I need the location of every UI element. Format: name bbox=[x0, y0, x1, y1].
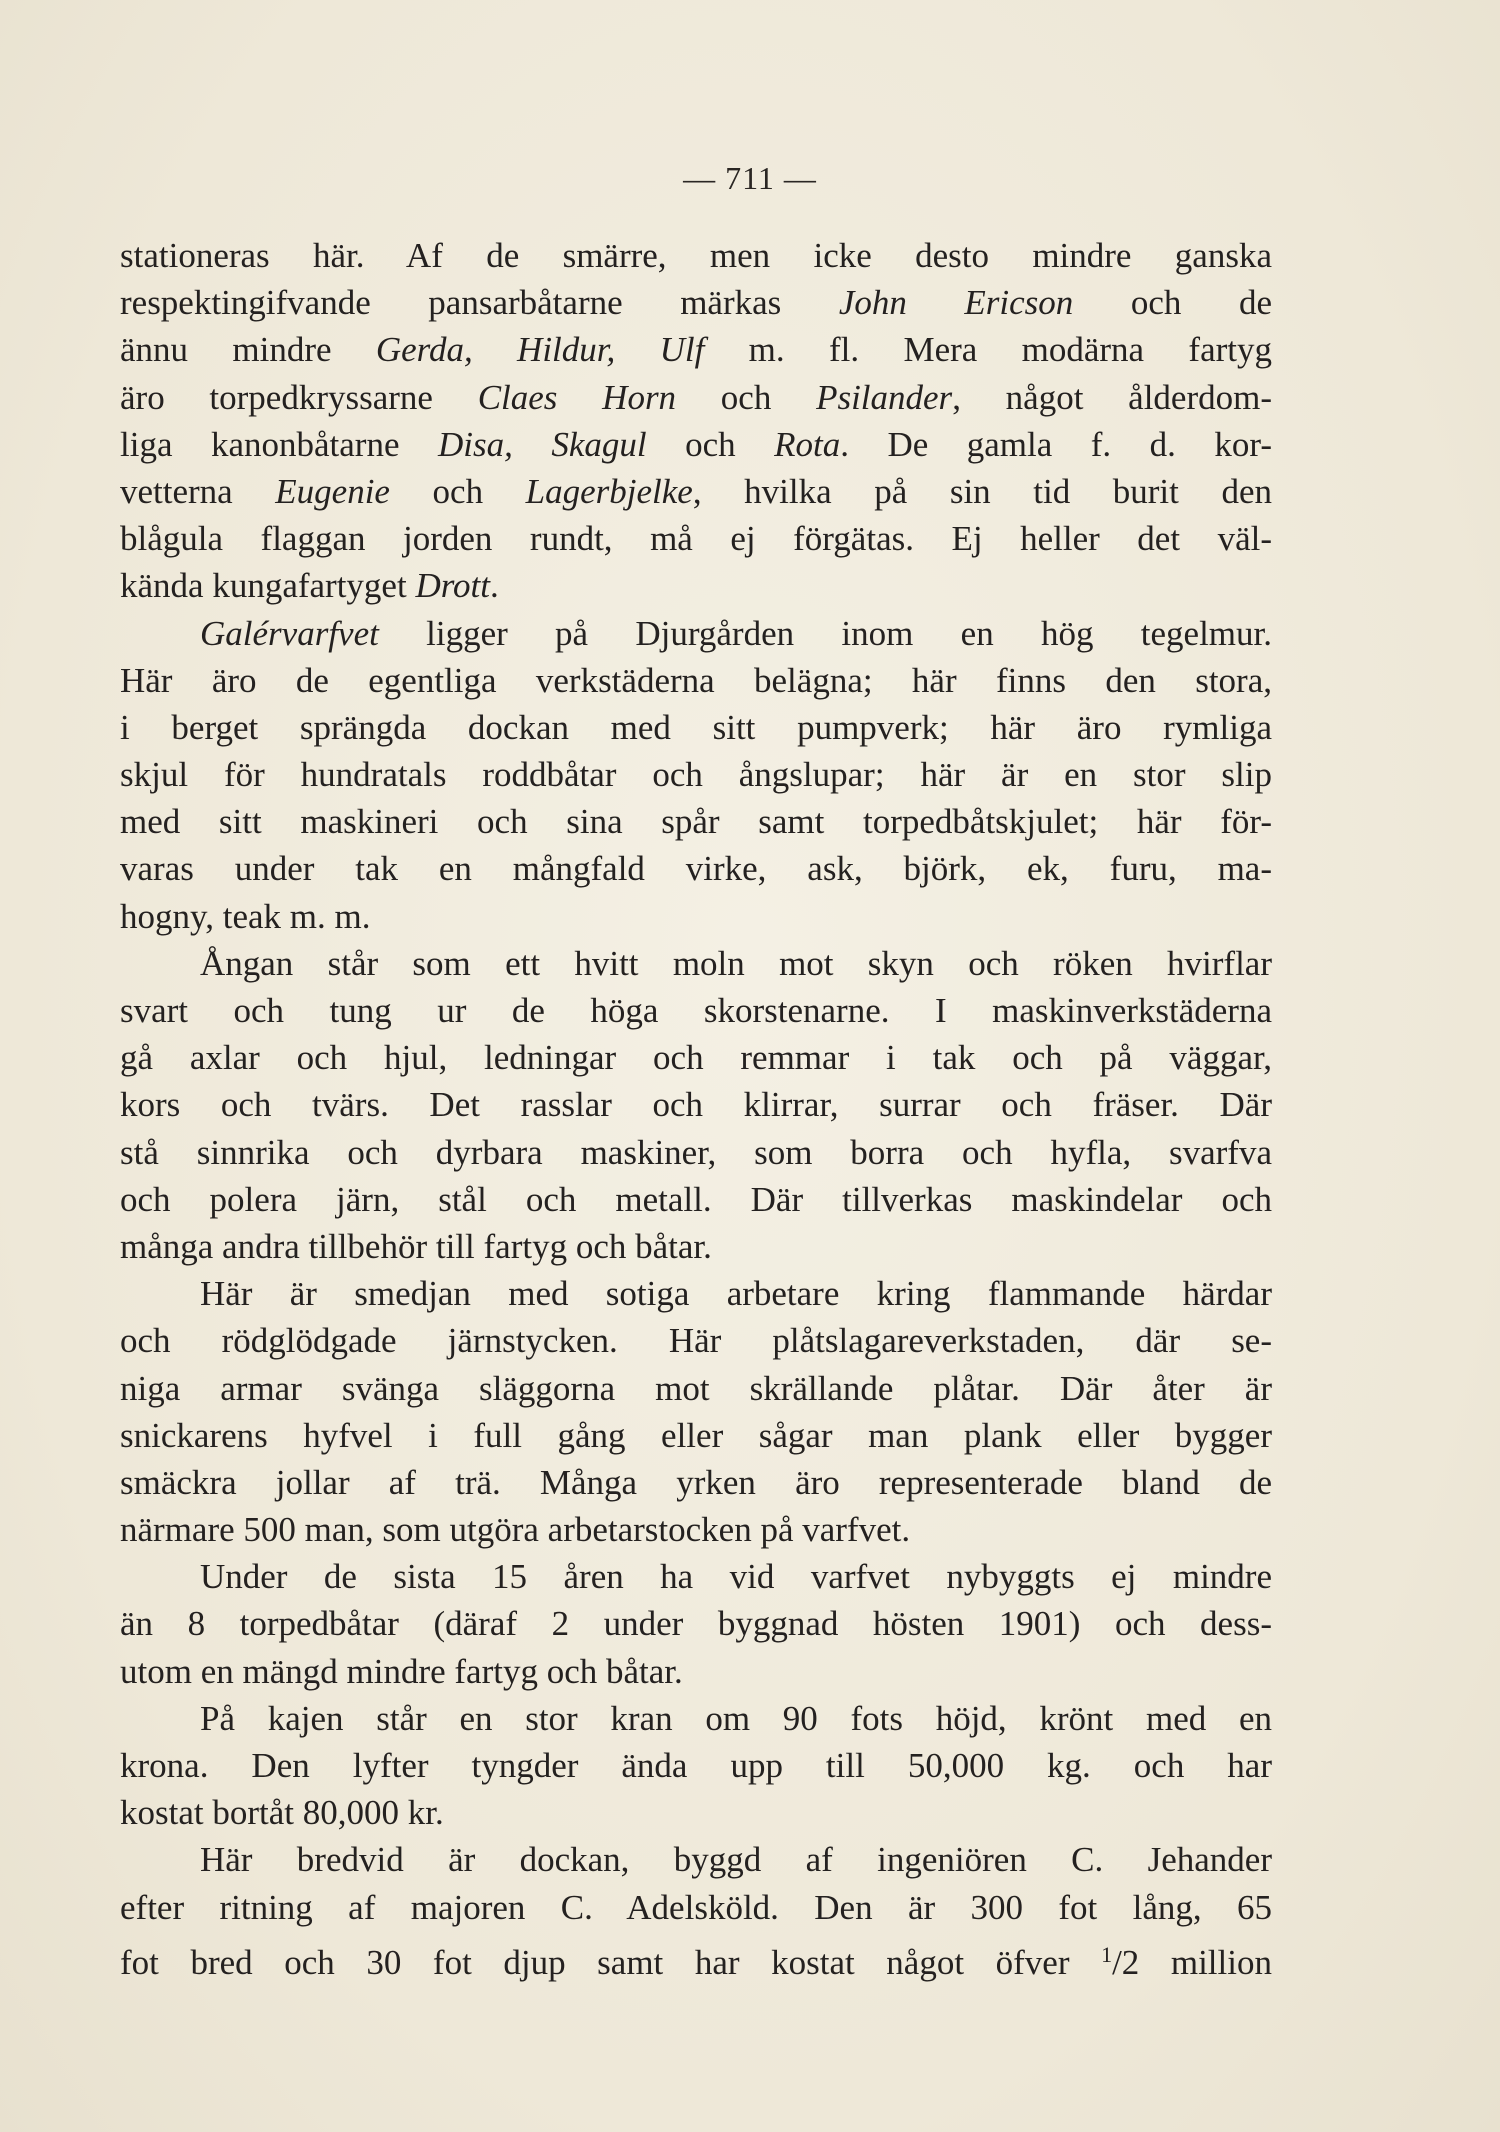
text-line bbox=[120, 1695, 1272, 1742]
line-text: stationeras här. Af de smärre, men icke desto mindre ganska bbox=[120, 236, 1272, 275]
text-line bbox=[120, 1176, 1272, 1223]
italic-text: Psilander bbox=[816, 377, 953, 417]
text-line bbox=[120, 232, 1272, 279]
line-text: närmare 500 man, som utgöra arbetarstocken på varfvet. bbox=[120, 1510, 911, 1550]
text-line bbox=[120, 1742, 1272, 1789]
text-line bbox=[120, 1506, 1272, 1553]
line-text: och polera järn, stål och metall. Där tillverkas maskindelar och bbox=[120, 1179, 1272, 1219]
line-text: och rödglödgade järnstycken. Här plåtslagareverkstaden, där se- bbox=[120, 1321, 1272, 1361]
line-text: smäckra jollar af trä. Många yrken äro representerade bland de bbox=[120, 1462, 1272, 1502]
line-text: äro torpedkryssarne bbox=[120, 377, 478, 417]
text-line bbox=[120, 1789, 1272, 1836]
line-text: med sitt maskineri och sina spår samt torpedbåtskjulet; här för- bbox=[120, 802, 1272, 842]
line-text: , något ålderdom- bbox=[952, 377, 1272, 417]
line-text: och bbox=[389, 471, 526, 511]
italic-text: Drott bbox=[415, 566, 490, 606]
text-line bbox=[120, 326, 1272, 373]
italic-text: Rota bbox=[774, 424, 841, 464]
line-text: krona. Den lyfter tyngder ända upp till 50,000 kg. och har bbox=[120, 1746, 1272, 1785]
line-text: kända kungafartyget bbox=[120, 566, 416, 606]
text-line bbox=[120, 468, 1272, 515]
line-text: och de bbox=[1073, 283, 1273, 323]
line-text: . bbox=[489, 566, 499, 606]
italic-text: Eugenie bbox=[275, 471, 390, 511]
line-text: varas under tak en mångfald virke, ask, björk, ek, furu, ma- bbox=[120, 849, 1272, 889]
line-text: . De gamla f. d. kor- bbox=[840, 424, 1272, 464]
line-text: svart och tung ur de höga skorstenarne. I maskinverkstäderna bbox=[120, 991, 1272, 1030]
italic-text: Disa, Skagul bbox=[437, 424, 647, 464]
italic-text: John Ericson bbox=[838, 283, 1074, 323]
line-text: än 8 torpedbåtar (däraf 2 under byggnad hösten 1901) och dess- bbox=[120, 1604, 1272, 1644]
line-text: efter ritning af majoren C. Adelsköld. Den är 300 fot lång, 65 bbox=[120, 1887, 1272, 1927]
text-line bbox=[120, 1836, 1272, 1883]
text-line bbox=[120, 798, 1272, 845]
line-text: ännu mindre bbox=[120, 330, 376, 370]
line-text: m. fl. Mera modärna fartyg bbox=[704, 330, 1272, 370]
text-line bbox=[120, 845, 1272, 892]
text-line bbox=[120, 657, 1272, 704]
line-text: utom en mängd mindre fartyg och båtar. bbox=[120, 1651, 683, 1691]
line-text: vetterna bbox=[120, 471, 276, 511]
line-text: skjul för hundratals roddbåtar och ångslupar; här är en stor slip bbox=[120, 755, 1272, 795]
line-text: ligger på Djurgården inom en hög tegelmur. bbox=[378, 613, 1272, 653]
italic-text: Lagerbjelke bbox=[525, 471, 693, 511]
line-text: hogny, teak m. m. bbox=[120, 896, 371, 936]
line-text: På kajen står en stor kran om 90 fots höjd, krönt med en bbox=[200, 1698, 1272, 1738]
line-text: snickarens hyfvel i full gång eller sågar man plank eller bygger bbox=[120, 1415, 1272, 1455]
text-line bbox=[120, 515, 1272, 562]
line-text: /2 million bbox=[1112, 1942, 1272, 1982]
italic-text: Gerda, Hildur, Ulf bbox=[375, 330, 705, 370]
line-text: många andra tillbehör till fartyg och båtar. bbox=[120, 1226, 712, 1266]
text-line bbox=[120, 704, 1272, 751]
line-text: och bbox=[676, 377, 817, 417]
text-line bbox=[120, 1129, 1272, 1176]
text-line bbox=[120, 1553, 1272, 1600]
line-text: och bbox=[646, 424, 775, 464]
text-line bbox=[120, 374, 1272, 421]
text-line bbox=[120, 562, 1272, 609]
line-text: , hvilka på sin tid burit den bbox=[692, 471, 1272, 511]
italic-text: Claes Horn bbox=[477, 377, 677, 417]
text-line bbox=[120, 987, 1272, 1034]
line-text: niga armar svänga släggorna mot skrällande plåtar. Där åter är bbox=[120, 1368, 1272, 1408]
text-line bbox=[120, 1600, 1272, 1647]
line-text: Här är smedjan med sotiga arbetare kring flammande härdar bbox=[200, 1274, 1272, 1314]
line-text: i berget sprängda dockan med sitt pumpverk; här äro rymliga bbox=[120, 707, 1272, 747]
page-number: — 711 — bbox=[683, 160, 817, 196]
text-line bbox=[120, 1034, 1272, 1081]
text-line bbox=[120, 1648, 1272, 1695]
text-line bbox=[120, 1884, 1272, 1931]
text-line bbox=[120, 751, 1272, 798]
text-line bbox=[120, 1270, 1272, 1317]
text-line bbox=[120, 1412, 1272, 1459]
text-line bbox=[120, 1931, 1272, 1982]
text-line bbox=[120, 279, 1272, 326]
text-line bbox=[120, 1365, 1272, 1412]
italic-text: Galérvarfvet bbox=[200, 613, 379, 653]
line-text: blågula flaggan jorden rundt, må ej förgätas. Ej heller det väl- bbox=[120, 519, 1272, 559]
text-line bbox=[120, 893, 1272, 940]
body-text bbox=[120, 232, 1273, 1982]
line-text: kors och tvärs. Det rasslar och klirrar, surrar och fräser. Där bbox=[120, 1085, 1272, 1125]
line-text: liga kanonbåtarne bbox=[120, 424, 438, 464]
line-text: Under de sista 15 åren ha vid varfvet nybyggts ej mindre bbox=[200, 1557, 1272, 1597]
line-text: stå sinnrika och dyrbara maskiner, som borra och hyfla, svarfva bbox=[120, 1132, 1272, 1172]
line-text: gå axlar och hjul, ledningar och remmar i tak och på väggar, bbox=[120, 1038, 1272, 1078]
line-text: Här äro de egentliga verkstäderna belägna; här finns den stora, bbox=[120, 660, 1272, 700]
line-text: Ångan står som ett hvitt moln mot skyn och röken hvirflar bbox=[200, 943, 1272, 983]
line-text: kostat bortåt 80,000 kr. bbox=[120, 1793, 444, 1833]
text-line bbox=[120, 1081, 1272, 1128]
text-line bbox=[120, 1317, 1272, 1364]
text-line bbox=[120, 1459, 1272, 1506]
line-text: 1 bbox=[1101, 1941, 1113, 1967]
line-text: Här bredvid är dockan, byggd af ingeniören C. Jehander bbox=[200, 1840, 1272, 1880]
line-text: respektingifvande pansarbåtarne märkas bbox=[120, 283, 839, 323]
text-line bbox=[120, 610, 1272, 657]
text-line bbox=[120, 421, 1272, 468]
text-line bbox=[120, 940, 1272, 987]
line-text: fot bred och 30 fot djup samt har kostat något öfver bbox=[120, 1942, 1102, 1982]
text-line bbox=[120, 1223, 1272, 1270]
